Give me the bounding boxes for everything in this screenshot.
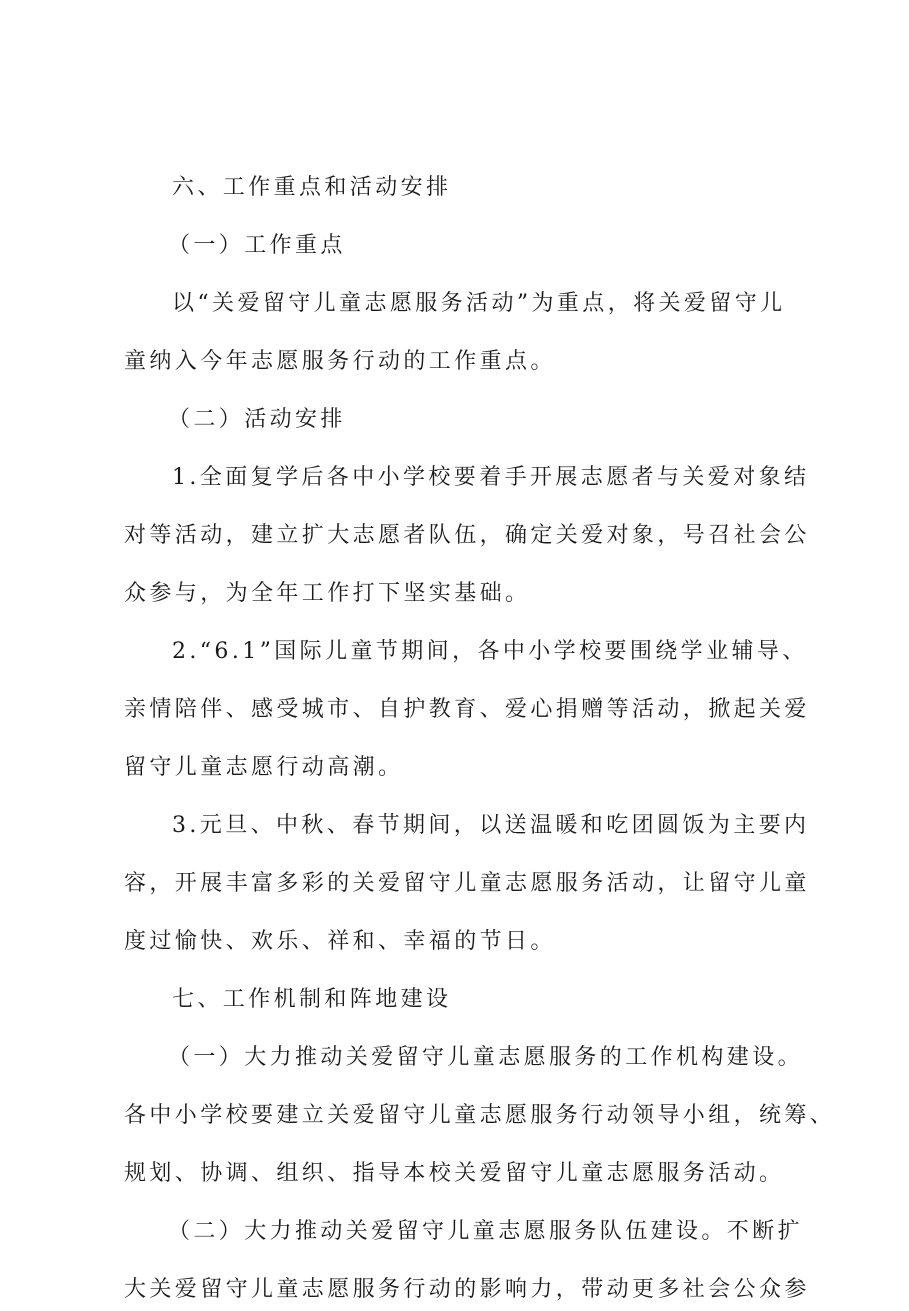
section-heading-7: 七、工作机制和阵地建设 [172,987,452,1012]
paragraph-line: 度过愉快、欢乐、祥和、幸福的节日。 [124,929,556,954]
section-heading-6: 六、工作重点和活动安排 [172,175,452,200]
paragraph-line: 1.全面复学后各中小学校要着手开展志愿者与关爱对象结 [172,465,810,490]
subheading-activity-arrangement: （二）活动安排 [168,407,346,432]
document-body [124,166,836,1311]
paragraph-line: 大关爱留守儿童志愿服务行动的影响力，带动更多社会公众参 [124,1277,810,1302]
paragraph-line: 以“关爱留守儿童志愿服务活动”为重点，将关爱留守儿 [172,291,786,316]
paragraph-line: 3.元旦、中秋、春节期间，以送温暖和吃团圆饭为主要内 [172,813,810,838]
paragraph-line: 对等活动，建立扩大志愿者队伍，确定关爱对象，号召社会公 [124,523,810,548]
paragraph-line: 亲情陪伴、感受城市、自护教育、爱心捐赠等活动，掀起关爱 [124,697,810,722]
paragraph-line: 规划、协调、组织、指导本校关爱留守儿童志愿服务活动。 [124,1161,785,1186]
paragraph-line: 留守儿童志愿行动高潮。 [124,755,404,780]
paragraph-line: 2.“6.1”国际儿童节期间，各中小学校要围绕学业辅导、 [172,639,808,664]
paragraph-line: （一）大力推动关爱留守儿童志愿服务的工作机构建设。 [168,1045,804,1070]
paragraph-line: 容，开展丰富多彩的关爱留守儿童志愿服务活动，让留守儿童 [124,871,810,896]
paragraph-line: 童纳入今年志愿服务行动的工作重点。 [124,349,556,374]
paragraph-line: （二）大力推动关爱留守儿童志愿服务队伍建设。不断扩 [168,1219,804,1244]
paragraph-line: 众参与，为全年工作打下坚实基础。 [124,581,531,606]
subheading-work-focus: （一）工作重点 [168,233,346,258]
paragraph-line: 各中小学校要建立关爱留守儿童志愿服务行动领导小组，统筹、 [124,1103,836,1128]
